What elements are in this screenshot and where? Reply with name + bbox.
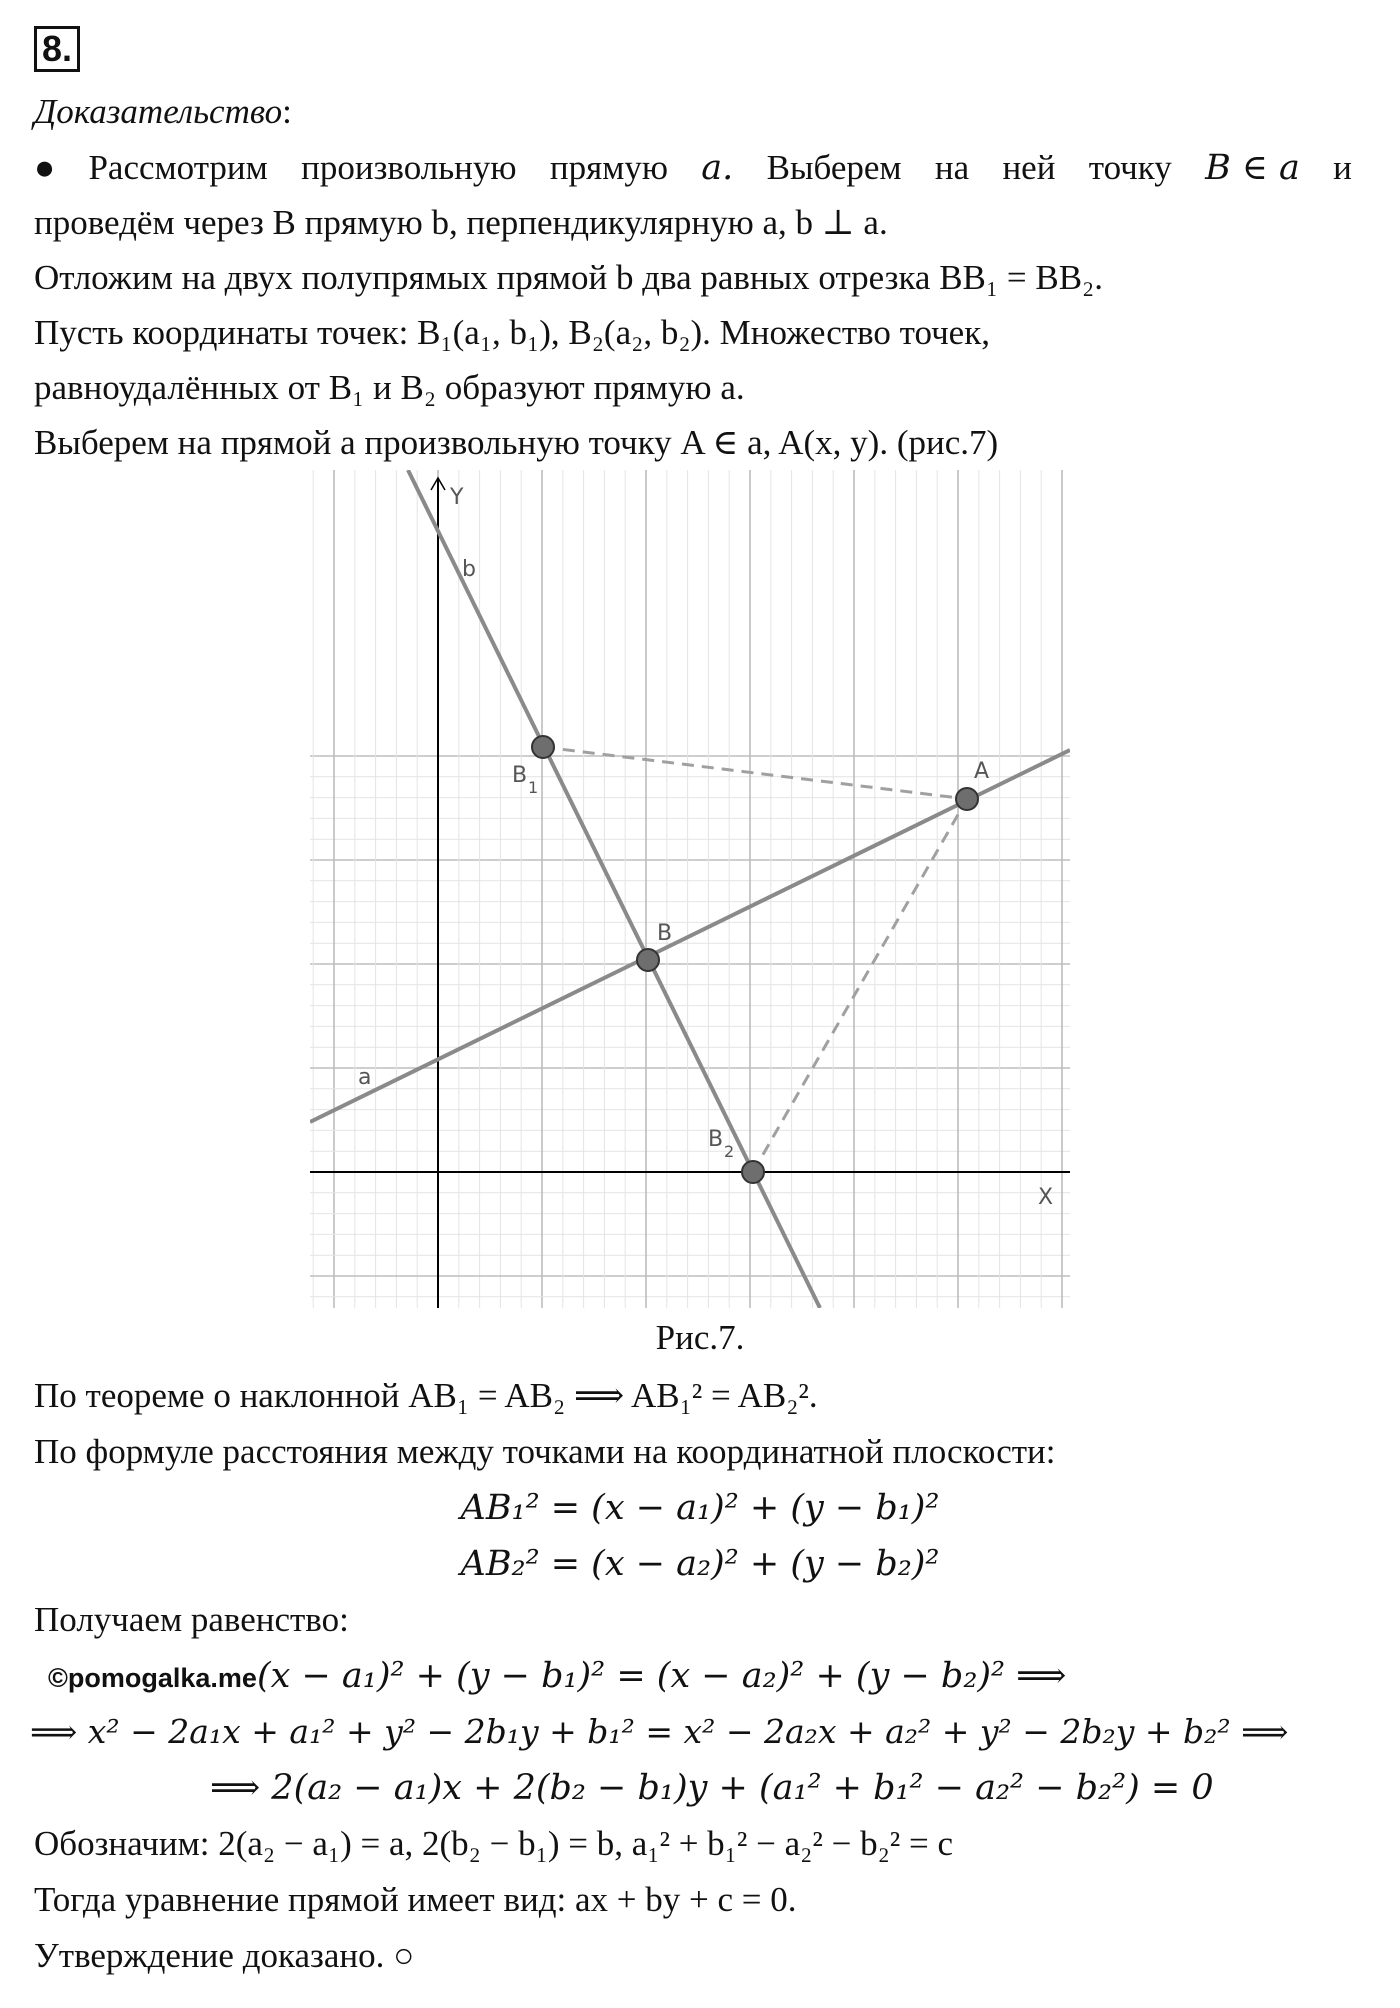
point-B1 — [532, 736, 554, 758]
point-B2 — [742, 1161, 764, 1183]
paragraph-2: проведём через B прямую b, перпендикулярную a, b ⊥ a. — [34, 203, 888, 242]
p1-bullet: ● — [34, 148, 56, 187]
equation-3-line — [48, 1654, 1066, 1700]
watermark: ©pomogalka.me — [48, 1663, 257, 1693]
proof-heading — [34, 90, 292, 134]
paragraph-3: Отложим на двух полупрямых прямой b два равных отрезка BB₁ = BB₂. — [34, 258, 1103, 297]
p1-word: и — [1333, 148, 1352, 187]
point-B — [637, 949, 659, 971]
point-B1-subscript: 1 — [528, 778, 539, 797]
p1-word: Рассмотрим — [88, 148, 268, 187]
grid — [310, 470, 1070, 1308]
point-A-label: A — [974, 759, 990, 784]
p1-word: прямую — [549, 148, 668, 187]
p1-word: B ∈ a — [1205, 148, 1300, 188]
p1-word: точку — [1088, 148, 1172, 187]
coordinate-figure — [310, 470, 1070, 1308]
equation-5: ⟹ 2(a₂ − a₁)x + 2(b₂ − b₁)y + (a₁² + b₁² − a₂² − b₂²) = 0 — [210, 1768, 1214, 1808]
paragraph-11: Тогда уравнение прямой имеет вид: ax + by + c = 0. — [34, 1880, 797, 1919]
point-A — [956, 788, 978, 810]
p1-word: ней — [1002, 148, 1056, 187]
proof-heading-colon: : — [282, 92, 292, 131]
paragraph-4: Пусть координаты точек: B₁(a₁, b₁), B₂(a₂, b₂). Множество точек, — [34, 313, 990, 352]
paragraph-1 — [34, 146, 1352, 190]
equation-2: AB₂² = (x − a₂)² + (y − b₂)² — [460, 1544, 940, 1584]
figure-7 — [310, 470, 1070, 1308]
p1-word: на — [934, 148, 970, 187]
line-b-label: b — [462, 557, 476, 582]
point-B1-label: B — [512, 763, 528, 788]
equation-3: (x − a₁)² + (y − b₁)² = (x − a₂)² + (y − b₂)² ⟹ — [256, 1656, 1067, 1696]
line-a-label: a — [358, 1065, 372, 1090]
equation-1: AB₁² = (x − a₁)² + (y − b₁)² — [460, 1488, 940, 1528]
paragraph-12: Утверждение доказано. ○ — [34, 1936, 415, 1975]
p1-word: произвольную — [301, 148, 517, 187]
line-a — [310, 750, 1070, 1122]
point-B-label: B — [657, 921, 673, 946]
problem-number: 8. — [34, 26, 80, 72]
y-axis-label: Y — [450, 485, 464, 510]
paragraph-10: Обозначим: 2(a₂ − a₁) = a, 2(b₂ − b₁) = b, a₁² + b₁² − a₂² − b₂² = c — [34, 1824, 954, 1863]
paragraph-6: Выберем на прямой a произвольную точку A ∈ a, A(x, y). (рис.7) — [34, 423, 999, 462]
paragraph-7: По теореме о наклонной AB₁ = AB₂ ⟹ AB₁² = AB₂². — [34, 1376, 818, 1415]
paragraph-8: По формуле расстояния между точками на координатной плоскости: — [34, 1432, 1056, 1471]
p1-word: Выберем — [766, 148, 902, 187]
p1-word: a. — [701, 148, 734, 188]
proof-heading-text: Доказательство — [34, 92, 283, 131]
figure-caption: Рис.7. — [655, 1318, 745, 1357]
point-B2-subscript: 2 — [724, 1142, 735, 1161]
segment-A-B1 — [543, 747, 967, 799]
point-B2-label: B — [708, 1127, 724, 1152]
paragraph-5: равноудалённых от B₁ и B₂ образуют прямую a. — [34, 368, 745, 407]
equation-4: ⟹ x² − 2a₁x + a₁² + y² − 2b₁y + b₁² = x² − 2a₂x + a₂² + y² − 2b₂y + b₂² ⟹ — [30, 1712, 1289, 1751]
paragraph-9: Получаем равенство: — [34, 1600, 349, 1639]
x-axis-label: X — [1038, 1185, 1054, 1210]
